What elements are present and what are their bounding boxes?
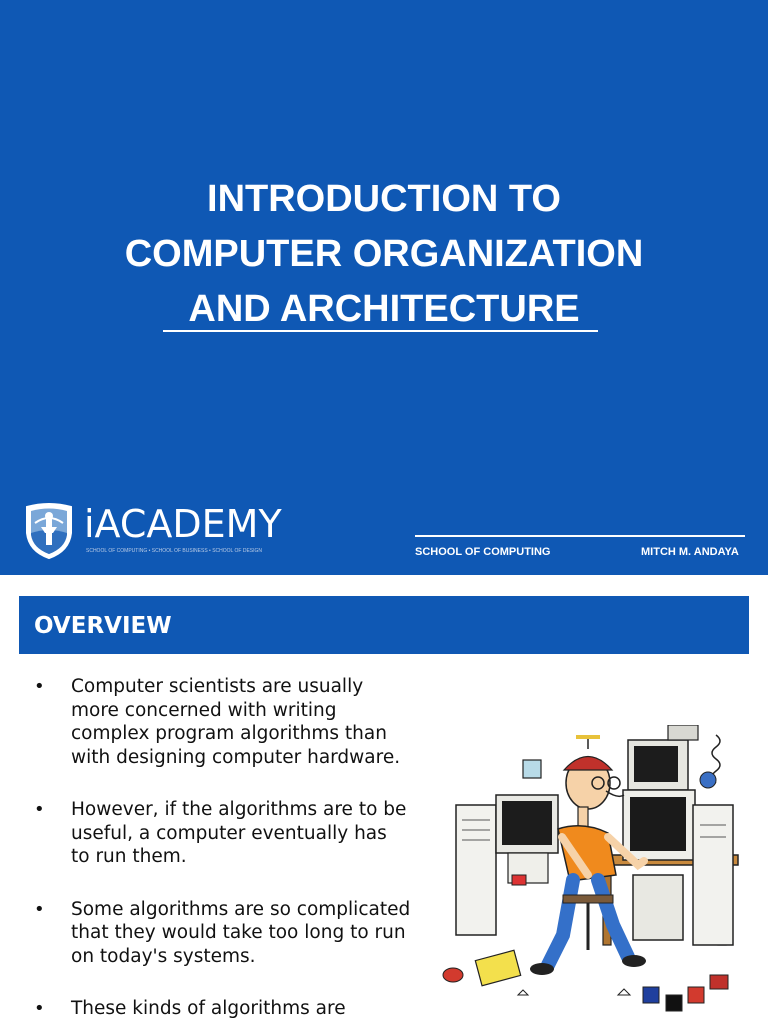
bullet-text: However, if the algorithms are to be useful, a computer eventually has to run them.: [71, 799, 407, 867]
footer-school: SCHOOL OF COMPUTING: [415, 546, 551, 558]
bullet-text: These kinds of algorithms are: [71, 998, 346, 1019]
overview-slide: [0, 575, 768, 1024]
footer-divider: [415, 535, 745, 537]
overview-heading: OVERVIEW: [34, 613, 172, 639]
programmer-cartoon-illustration: [438, 725, 748, 1024]
iacademy-wordmark: iACADEMY: [84, 502, 282, 546]
list-item: [34, 997, 454, 1021]
bullet-marker: •: [34, 676, 45, 697]
bullet-text: Some algorithms are so complicated that they would take too long to run on today's systems.: [71, 898, 411, 967]
title-line-1: INTRODUCTION TO: [207, 178, 561, 220]
slide-title: [0, 172, 768, 337]
title-line-3: AND ARCHITECTURE: [188, 288, 580, 330]
iacademy-shield-icon: [23, 503, 75, 559]
bullet-marker: •: [34, 998, 45, 1019]
bullet-list: [34, 675, 454, 1024]
title-underline: [163, 330, 598, 332]
list-item: [34, 798, 454, 869]
bullet-marker: •: [34, 799, 45, 820]
overview-header-bar: [19, 596, 749, 654]
iacademy-tagline: SCHOOL OF COMPUTING • SCHOOL OF BUSINESS • SCHOOL OF DESIGN: [86, 548, 263, 554]
title-line-2: COMPUTER ORGANIZATION: [124, 233, 644, 275]
list-item: [34, 675, 454, 769]
list-item: [34, 898, 454, 969]
bullet-marker: •: [34, 898, 45, 920]
bullet-text: Computer scientists are usually more concerned with writing complex program algorithms than with designing computer hardware.: [71, 676, 401, 768]
footer-author: MITCH M. ANDAYA: [641, 546, 739, 558]
